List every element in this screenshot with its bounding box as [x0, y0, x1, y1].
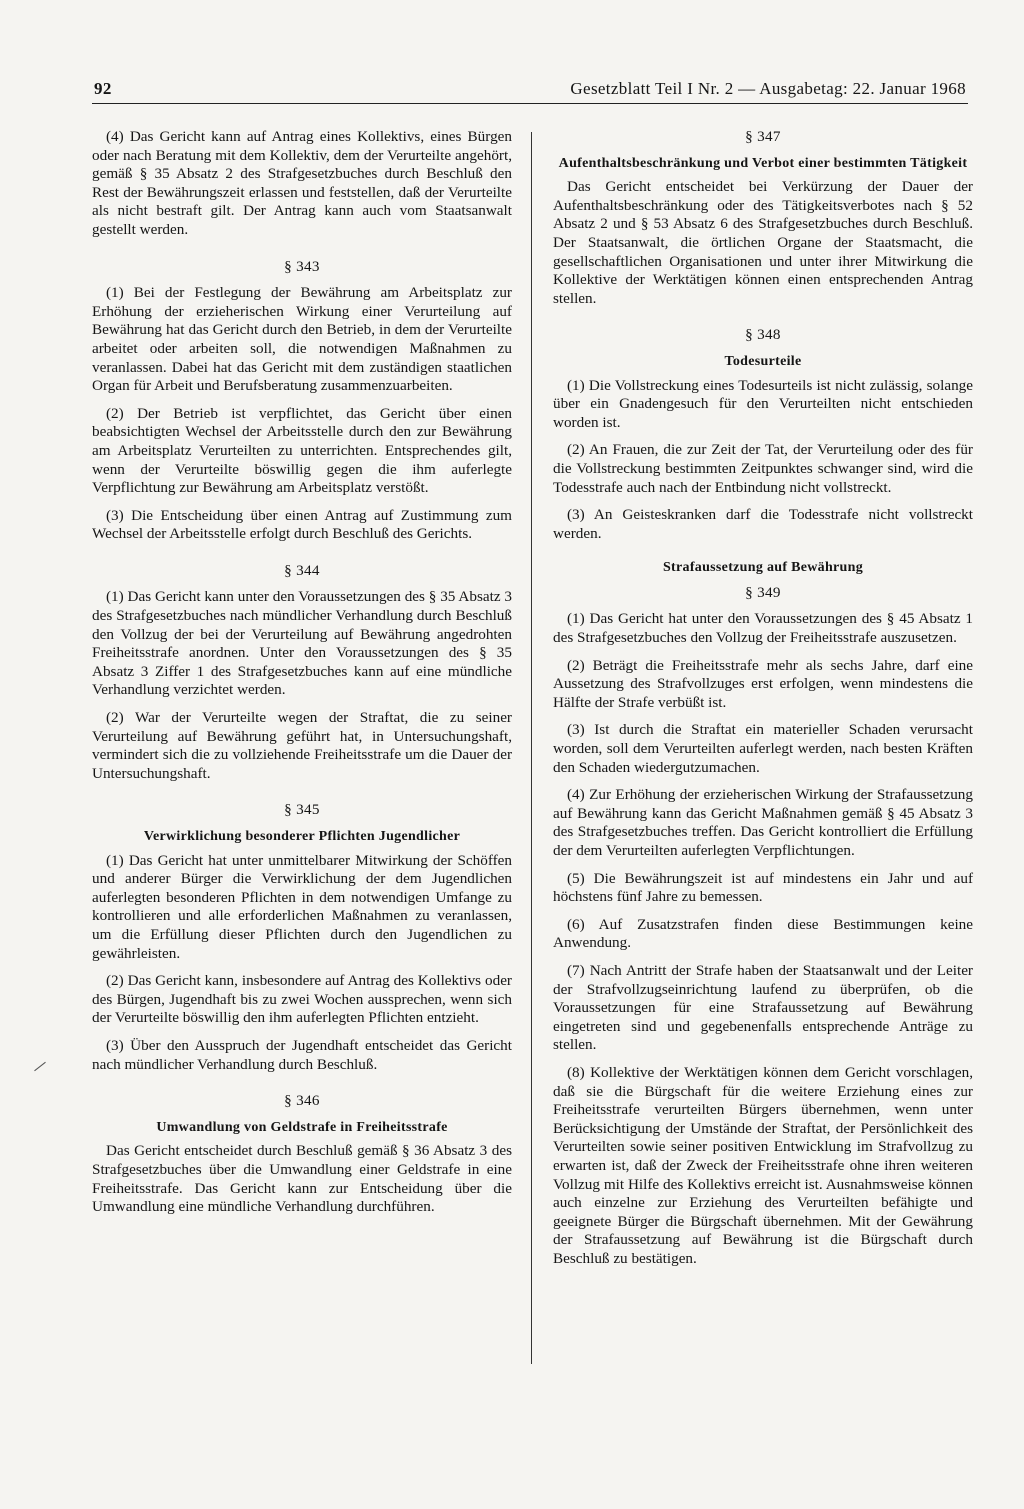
paragraph-349-5: (5) Die Bewährungszeit ist auf mindestens ein Jahr und auf höchstens fünf Jahre zu bemessen. [553, 869, 973, 906]
section-347-title: Aufenthaltsbeschränkung und Verbot einer bestimmten Tätigkeit [558, 155, 968, 171]
section-349-heading: § 349 [745, 583, 781, 601]
paragraph-348-1: (1) Die Vollstreckung eines Todesurteils ist nicht zulässig, solange über ein Gnadengesuch für den Verurteilten nicht entschieden worden ist. [553, 376, 973, 431]
left-column [92, 128, 512, 1226]
paragraph-348-2: (2) An Frauen, die zur Zeit der Tat, der Verurteilung oder des für die Vollstreckung bestimmten Zeitpunktes schwanger sind, wird die Todesstrafe auch nach der Entbindung nicht vollstreckt. [553, 441, 973, 496]
paragraph-343-3: (3) Die Entscheidung über einen Antrag auf Zustimmung zum Wechsel der Arbeitsstelle erfolgt durch Beschluß des Gerichts. [92, 506, 512, 543]
section-344-heading: § 344 [284, 561, 320, 579]
paragraph-343-2: (2) Der Betrieb ist verpflichtet, das Gericht über einen beabsichtigten Wechsel der Arbeitsstelle durch den zur Bewährung am Arbeitsplatz Verurteilten zu unterrichten. Entsprechendes gilt, wenn der Verurteilte böswillig gegen die ihm auferlegte Verpflichtung zur Bewährung am Arbeitsplatz verstößt. [92, 404, 512, 497]
section-348-heading: § 348 [745, 326, 781, 344]
paragraph-345-2: (2) Das Gericht kann, insbesondere auf Antrag des Kollektivs oder des Bürgen, Jugendhaft bis zu zwei Wochen aussprechen, wenn sich der Verurteilte böswillig den ihm auferlegten Pflichten entzieht. [92, 972, 512, 1027]
section-345-title: Verwirklichung besonderer Pflichten Jugendlicher [143, 829, 461, 844]
paragraph-344-2: (2) War der Verurteilte wegen der Straftat, die zu seiner Verurteilung auf Bewährung geführt hat, in Untersuchungshaft, vermindert sich die zu vollziehende Freiheitsstrafe um die Dauer der Untersuchungshaft. [92, 709, 512, 782]
paragraph-349-7: (7) Nach Antritt der Strafe haben der Staatsanwalt und der Leiter der Strafvollzugseinrichtung laufend zu überprüfen, ob die Voraussetzungen für eine Strafaussetzung auf Bewährung eingetreten sind und gegebenenfalls entsprechende Anträge zu stellen. [553, 961, 973, 1054]
section-348-title: Todesurteile [724, 353, 802, 369]
paragraph-345-1: (1) Das Gericht hat unter unmittelbarer Mitwirkung der Schöffen und anderer Bürger die Verwirklichung der dem Jugendlichen auferlegten besonderen Pflichten in dem notwendigen Umfange zu kontrollieren und alle erforderlichen Maßnahmen zu veranlassen, um die Erfüllung dieser Pflichten durch den Jugendlichen zu gewährleisten. [92, 851, 512, 962]
section-346-heading: § 346 [284, 1092, 320, 1110]
section-343-heading: § 343 [284, 257, 320, 275]
paragraph-349-1: (1) Das Gericht hat unter den Voraussetzungen des § 45 Absatz 1 des Strafgesetzbuches den Vollzug der Freiheitsstrafe auszusetzen. [553, 610, 973, 647]
paragraph-345-3: (3) Über den Ausspruch der Jugendhaft entscheidet das Gericht nach mündlicher Verhandlung durch Beschluß. [92, 1036, 512, 1073]
paragraph-349-4: (4) Zur Erhöhung der erzieherischen Wirkung der Strafaussetzung auf Bewährung kann das Gericht Maßnahmen gemäß § 45 Absatz 3 des Strafgesetzbuches treffen. Das Gericht kontrolliert die Erfüllung der dem Verurteilten auferlegten Verpflichtungen. [553, 786, 973, 859]
paragraph-342-4: (4) Das Gericht kann auf Antrag eines Kollektivs, eines Bürgen oder nach Beratung mit dem Kollektiv, dem der Verurteilte angehört, gemäß § 35 Absatz 2 des Strafgesetzbuches durch Beschluß den Rest der Bewährungszeit erlassen und feststellen, daß der Verurteilte als nicht bestraft gilt. Der Antrag kann auch vom Staatsanwalt gestellt werden. [92, 128, 512, 238]
paragraph-343-1: (1) Bei der Festlegung der Bewährung am Arbeitsplatz zur Erhöhung der erzieherischen Wirkung einer Verurteilung auf Bewährung hat das Gericht durch den Betrieb, in dem der Verurteilte arbeitet oder arbeiten soll, die notwendigen Maßnahmen zu veranlassen. Dabei hat das Gericht mit dem zuständigen staatlichen Organ für Arbeit und Berufsberatung zusammenzuarbeiten. [92, 284, 512, 395]
right-column [553, 128, 973, 1277]
paragraph-348-3: (3) An Geisteskranken darf die Todesstrafe nicht vollstreckt werden. [553, 506, 973, 542]
paragraph-349-2: (2) Beträgt die Freiheitsstrafe mehr als sechs Jahre, darf eine Aussetzung des Strafvollzuges erst erfolgen, wenn mindestens die Hälfte der Strafe verbüßt ist. [553, 656, 973, 711]
paragraph-344-1: (1) Das Gericht kann unter den Voraussetzungen des § 35 Absatz 3 des Strafgesetzbuches nach mündlicher Verhandlung durch Beschluß den Vollzug der bei der Verurteilung auf Bewährung angedrohten Freiheitsstrafe anordnen. Unter den Voraussetzungen des § 35 Absatz 3 Ziffer 1 des Strafgesetzbuches kann auf eine mündliche Verhandlung verzichtet werden. [92, 588, 512, 699]
header-title: Gesetzblatt Teil I Nr. 2 — Ausgabetag: 22. Januar 1968 [570, 79, 966, 98]
paragraph-349-3: (3) Ist durch die Straftat ein materieller Schaden verursacht worden, soll dem Verurteilten auferlegt werden, nach besten Kräften den Schaden wiedergutzumachen. [553, 721, 973, 776]
page-number: 92 [94, 79, 112, 98]
margin-mark [34, 1062, 46, 1071]
paragraph-349-6: (6) Auf Zusatzstrafen finden diese Bestimmungen keine Anwendung. [553, 915, 973, 952]
section-347-heading: § 347 [745, 128, 781, 145]
paragraph-347: Das Gericht entscheidet bei Verkürzung der Dauer der Aufenthaltsbeschränkung oder des Tätigkeitsverbotes nach § 52 Absatz 2 und § 53 Absatz 6 des Strafgesetzbuches durch Beschluß. Der Staatsanwalt, die örtlichen Organe der Staatsmacht, die gesellschaftlichen Organisationen und unter ihrer Mitwirkung die Kollektive der Werktätigen können einen entsprechenden Antrag stellen. [553, 178, 973, 307]
subsection-heading: Strafaussetzung auf Bewährung [662, 560, 864, 576]
section-345-heading: § 345 [284, 801, 320, 819]
section-346-title: Umwandlung von Geldstrafe in Freiheitsstrafe [156, 1119, 448, 1135]
header-rule [92, 103, 968, 104]
paragraph-349-8: (8) Kollektive der Werktätigen können dem Gericht vorschlagen, daß sie die Bürgschaft für die weitere Erziehung eines zur Freiheitsstrafe verurteilten Bürgers übernehmen, wenn unter Berücksichtigung der Umstände der Straftat, der Persönlichkeit des Verurteilten sowie seiner positiven Entwicklung im Strafvollzug zu erwarten ist, daß der Zweck der Freiheitsstrafe ohne ihren weiteren Vollzug mit Hilfe des Kollektivs erreicht ist. Ausnahmsweise können auch einzelne zur Erziehung des Verurteilten befähigte und geeignete Bürger die Bürgschaft übernehmen. Mit der Gewährung der Strafaussetzung auf Bewährung ist die Bürgschaft durch Beschluß zu bestätigen. [553, 1063, 973, 1267]
paragraph-346: Das Gericht entscheidet durch Beschluß gemäß § 36 Absatz 3 des Strafgesetzbuches über die Umwandlung einer Geldstrafe in eine Freiheitsstrafe. Das Gericht kann zur Entscheidung über die Umwandlung eine mündliche Verhandlung durchführen. [92, 1142, 512, 1216]
page-header [92, 78, 968, 100]
column-divider [531, 132, 532, 1364]
